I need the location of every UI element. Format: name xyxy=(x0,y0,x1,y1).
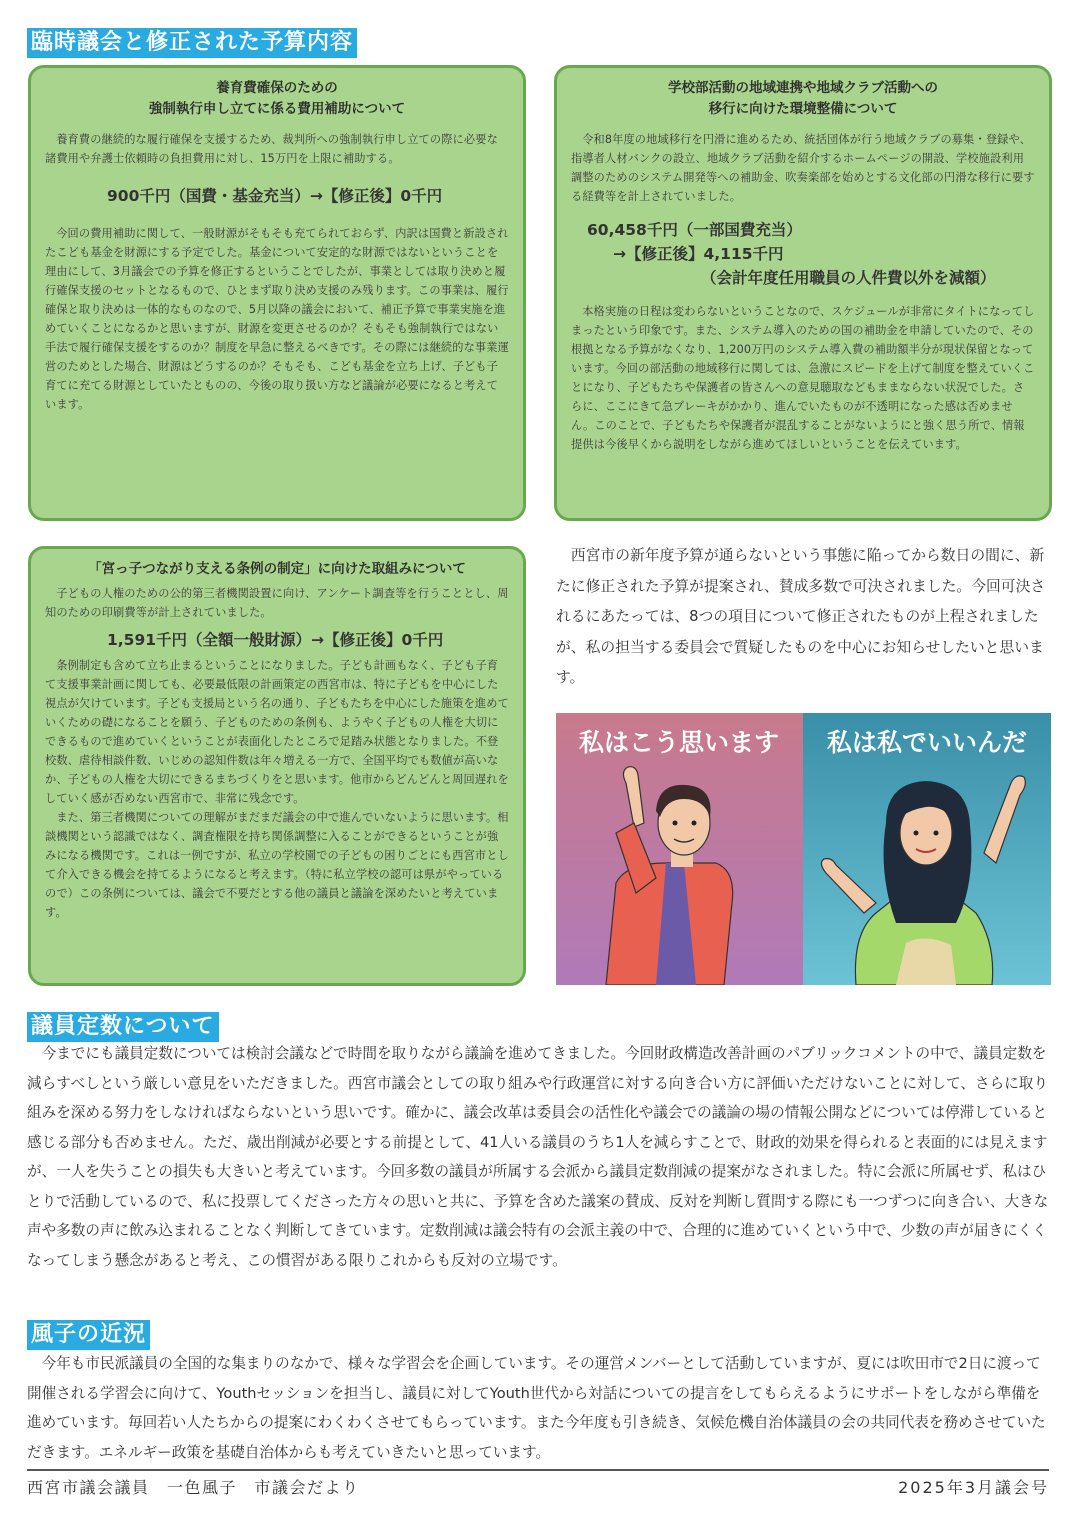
child-support-budget-box xyxy=(28,65,526,521)
box-intro: 養育費の継続的な履行確保を支援するため、裁判所への強制執行申し立ての際に必要な諸費用や弁護士依頼時の負担費用に対し、15万円を上限に補助する。 xyxy=(45,133,498,165)
recent-news-text: 今年も市民派議員の全国的な集まりのなかで、様々な学習会を企画しています。その運営メンバーとして活動していますが、夏には吹田市で2日に渡って開催される学習会に向けて、Youthセッションを担当し、議員に対してYouth世代から対話についての提言をしてもらえるようにサポートをしながら準備を進めています。毎回若い人たちからの提案にわくわくさせてもらっています。また今年度も引き続き、気候危機自治体議員の会の共同代表を務めさせていただきます。エネルギー政策を基礎自治体からも考えていきたいと思っています。 xyxy=(27,1355,1046,1461)
box-intro: 子どもの人権のための公的第三者機関設置に向け、アンケート調査等を行うこととし、周知のための印刷費等が計上されていました。 xyxy=(45,587,509,619)
budget-intro-text: 西宮市の新年度予算が通らないという事態に陥ってから数日の間に、新たに修正された予算が提案され、賛成多数で可決されました。今回可決されるにあたっては、8つの項目について修正されたものが上程されましたが、私の担当する委員会で質疑したものを中心にお知らせしたいと思います。 xyxy=(556,547,1046,686)
box-title: 学校部活動の地域連携や地域クラブ活動への xyxy=(668,80,938,96)
footer-divider xyxy=(27,1469,1049,1471)
budget-section-heading: 臨時議会と修正された予算内容 xyxy=(27,28,357,58)
left-caption: 私はこう思います xyxy=(578,728,780,757)
box-body: 本格実施の日程は変わらないということなので、スケジュールが非常にタイトになってしまったという印象です。また、システム導入のための国の補助金を申請していたので、その根拠となる予算がなくなり、1,200万円のシステム導入費の補助額半分が現状保留となっています。今回の部活動の地域移行に関しては、急激にスピードを上げて制度を整えていくことになり、子どもたちや保護者の皆さんへの意見聴取などもままならない状況でした。さらに、ここにきて急ブレーキがかかり、進んでいたものが不透明になった感は否めません。このことで、子どもたちや保護者が混乱することがないようにと強く思う所で、情報提供は今後早くから説明をしながら進めてほしいということを伝えています。 xyxy=(571,305,1035,451)
budget-amount-note: （会計年度任用職員の人件費以外を減額） xyxy=(701,269,996,287)
ordinance-budget-box xyxy=(28,546,526,986)
club-activity-budget-box xyxy=(554,65,1052,521)
right-caption: 私は私でいいんだ xyxy=(826,728,1028,757)
box-intro: 令和8年度の地域移行を円滑に進めるため、統括団体が行う地域クラブの募集・登録や、指導者人材バンクの設立、地域クラブ活動を紹介するホームページの開設、学校施設利用調整のためのシステム開発等への補助金、吹奏楽部を始めとする文化部の円滑な移行に要する経費等を計上されていました。 xyxy=(571,133,1035,203)
recent-news-heading: 風子の近況 xyxy=(27,1320,150,1350)
box-title: 移行に向けた環境整備について xyxy=(708,101,898,117)
box-body: また、第三者機関についての理解がまだまだ議会の中で進んでいないように思います。相談機関という認識ではなく、調査権限を持ち関係調整に入ることができるということが強みになる機関です。これは一例ですが、私立の学校園での子どもの困りごとにも西宮市として介入できる機会を持てるようになると考えます。（特に私立学校の認可は県がやっているので）この条例については、議会で不要だとする他の議員と議論を深めたいと考えています。 xyxy=(45,811,509,919)
box-title: 養育費確保のための xyxy=(216,80,338,96)
box-title: 「宮っ子つながり支える条例の制定」に向けた取組みについて xyxy=(88,561,466,577)
budget-amount: 60,458千円（一部国費充当） xyxy=(587,221,802,239)
footer-issue: 2025年3月議会号 xyxy=(898,1478,1049,1497)
box-title: 強制執行申し立てに係る費用補助について xyxy=(148,101,406,117)
council-seats-text: 今までにも議員定数については検討会議などで時間を取りながら議論を進めてきました。今回財政構造改善計画のパブリックコメントの中で、議員定数を減らすべしという厳しい意見をいただきました。西宮市議会としての取り組みや行政運営に対する向き合い方に評価いただけないことに対して、さらに取り組みを深める努力をしなければならないという思いです。確かに、議会改革は委員会の活性化や議会での議論の場の情報公開などについては停滞していると感じる部分も否めません。ただ、歳出削減が必要とする前提として、41人いる議員のうち1人を減らすことで、財政的効果を得られると表面的には見えますが、一人を失うことの損失も大きいと考えています。今回多数の議員が所属する会派から議員定数削減の提案がなされました。特に会派に所属せず、私はひとりで活動しているので、私に投票してくださった方々の思いと共に、予算を含めた議案の賛成、反対を判断し質問する際にも一つずつに向き合い、大きな声や多数の声に飲み込まれることなく判断してきています。定数削減は議会特有の会派主義の中で、合理的に進めていくという中で、少数の声が届きにくくなってしまう懸念があると考え、この慣習がある限りこれからも反対の立場です。 xyxy=(27,1045,1049,1269)
box-body: 条例制定も含めて立ち止まるということになりました。子ども計画もなく、子ども子育て支援事業計画に関しても、必要最低限の計画策定の西宮市は、特に子どもを中心にした視点が欠けています。子ども支援局という名の通り、子どもたちを中心にした施策を進めていくための礎になることを願う、子どものための条例も、ようやく子どもの人権を大切にできるもので進めていくということが表面化したところで足踏み状態となりました。不登校数、虐待相談件数、いじめの認知件数は年々増える一方で、全国平均でも数値が高いなか、子どもの人権を大切にできるまちづくりをと思います。他市からどんどんと周回遅れをしていく感が否めない西宮市で、非常に残念です。 xyxy=(45,659,509,805)
budget-amount: 900千円（国費・基金充当）→【修正後】0千円 xyxy=(107,187,443,205)
budget-amount: 1,591千円（全額一般財源）→【修正後】0千円 xyxy=(107,631,444,649)
illustration xyxy=(556,713,1051,985)
footer-author: 西宮市議会議員 一色風子 市議会だより xyxy=(27,1478,360,1497)
budget-amount-revised: →【修正後】4,115千円 xyxy=(613,245,784,263)
box-body: 今回の費用補助に関して、一般財源がそもそも充てられておらず、内訳は国費と新設されたこども基金を財源にする予定でした。基金について安定的な財源ではないということを理由にして、3月議会での予算を修正するということでしたが、事業としては取り決めと履行確保支援のセットとなるもので、ひとまず取り決め支援のみ残ります。この事業は、履行確保と取り決めは一体的なものなので、5月以降の議会において、補正予算で事業実施を進めていくことになるかと思いますが、財源を変更させるのか？そもそも強制執行ではない手法で履行確保支援をするのか？制度を早急に整えるべきです。その際には継続的な事業運営のためとした場合、財源はどうするのか？そもそも、こども基金を立ち上げ、子ども子育てに充てる財源としていたとものの、今後の取り扱い方など議論が必要になると考えています。 xyxy=(45,227,509,411)
council-seats-heading: 議員定数について xyxy=(27,1012,219,1042)
